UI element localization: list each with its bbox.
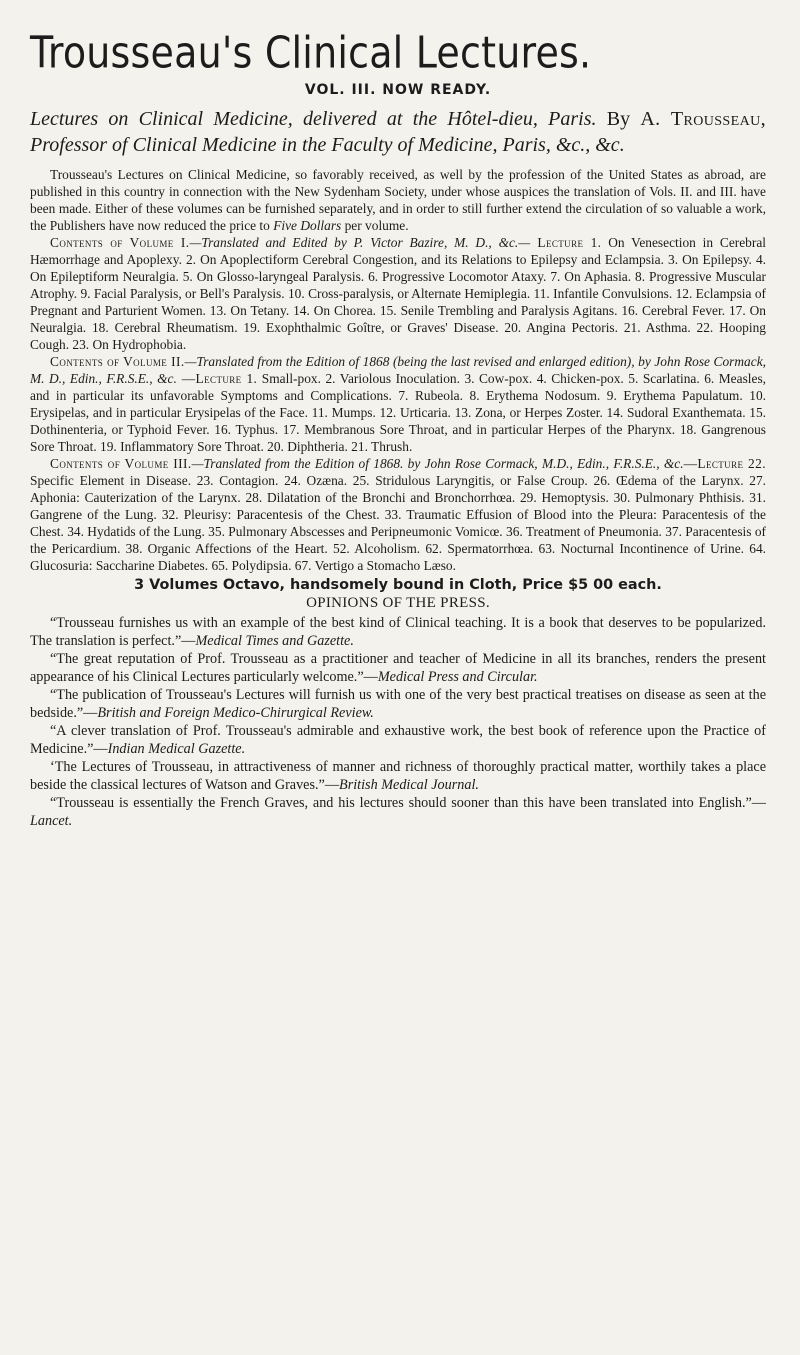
press-quote [30, 614, 766, 650]
press-quote [30, 686, 766, 722]
vol3-heading: Contents of Volume III. [50, 456, 192, 471]
volume-line: VOL. III. NOW READY. [304, 82, 492, 98]
quote-source: British Medical Journal. [339, 777, 479, 793]
quote-text: ‘The Lectures of Trousseau, in attractiveness of manner and richness of thoroughly practical matter, worthily takes a place beside the classical lectures of Watson and Graves.”— [30, 759, 766, 793]
volume-3-contents [30, 455, 766, 574]
vol3-credit: —Translated from the Edition of 1868. by John Rose Cormack, M.D., Edin., F.R.S.E., &c. [191, 456, 684, 471]
press-quote [30, 794, 766, 830]
quote-text: “The publication of Trousseau's Lectures will furnish us with one of the very best practical treatises on disease as seen at the bedside.”— [30, 687, 766, 721]
page-title: Trousseau's Clinical Lectures. [30, 27, 592, 78]
vol1-heading: Contents of Volume I. [50, 235, 190, 250]
volume-2-contents [30, 353, 766, 455]
quote-source: Indian Medical Gazette. [107, 741, 246, 757]
vol2-credit: —Translated from the Edition of 1868 (being the last revised and enlarged edition), by John Rose Cormack, M. D., Edin., F.R.S.E., &c. [30, 354, 766, 386]
quote-source: British and Foreign Medico-Chirurgical Review. [97, 705, 374, 721]
quote-text: “Trousseau is essentially the French Graves, and his lectures should sooner than this have been translated into English.”— [50, 795, 766, 811]
subtitle-author: A. Trousseau, [640, 108, 766, 130]
intro-end: per volume. [341, 218, 409, 233]
book-subtitle [30, 106, 766, 158]
vol2-lecture-label: —Lecture 1. [176, 371, 258, 386]
intro-price: Five Dollars [273, 218, 342, 233]
press-quote [30, 650, 766, 686]
quote-source: Medical Times and Gazette. [195, 633, 354, 649]
subtitle-part2: Professor of Clinical Medicine in the Faculty of Medicine, Paris, &c., &c. [30, 134, 625, 156]
vol1-credit: —Translated and Edited by P. Victor Bazire, M. D., &c.— [189, 235, 531, 250]
quote-text: “The great reputation of Prof. Trousseau as a practitioner and teacher of Medicine in all its branches, renders the present appearance of his Clinical Lectures particularly welcome.”— [30, 651, 766, 685]
opinions-heading: OPINIONS OF THE PRESS. [306, 595, 490, 611]
volume-1-contents [30, 234, 766, 353]
vol2-heading: Contents of Volume II. [50, 354, 185, 369]
quote-source: Medical Press and Circular. [377, 669, 538, 685]
quote-text: “Trousseau furnishes us with an example of the best kind of Clinical teaching. It is a book that deserves to be popularized. The translation is perfect.”— [30, 615, 766, 649]
vol1-text: On Venesection in Cerebral Hæmorrhage and Apoplexy. 2. On Apoplectiform Cerebral Congestion, and its Relations to Epilepsy and Eclampsia. 3. On Epilepsy. 4. On Epileptiform Neuralgia. 5. On Glosso-laryngeal Paralysis. 6. Progressive Locomotor Ataxy. 7. On Aphasia. 8. Progressive Muscular Atrophy. 9. Facial Paralysis, or Bell's Paralysis. 10. Cross-paralysis, or Alternate Hemiplegia. 11. Infantile Convulsions. 12. Eclampsia of Pregnant and Parturient Women. 13. On Tetany. 14. On Chorea. 15. Senile Trembling and Paralysis Agitans. 16. Cerebral Fever. 17. On Neuralgia. 18. Cerebral Rheumatism. 19. Exophthalmic Goître, or Graves' Disease. 20. Angina Pectoris. 21. Asthma. 22. Hooping Cough. 23. On Hydrophobia. [30, 235, 766, 352]
subtitle-by: By [596, 108, 631, 130]
vol3-text: Specific Element in Disease. 23. Contagion. 24. Ozæna. 25. Stridulous Laryngitis, or False Croup. 26. Œdema of the Larynx. 27. Aphonia: Cauterization of the Larynx. 28. Dilatation of the Bronchi and Bronchorrhœa. 29. Hemoptysis. 30. Pulmonary Phthisis. 31. Gangrene of the Lung. 32. Pleurisy: Paracentesis of the Chest. 33. Traumatic Effusion of Blood into the Pleura: Paracentesis of the Chest. 34. Hydatids of the Lung. 35. Pulmonary Abscesses and Peripneumonic Vomicœ. 36. Treatment of Pneumonia. 37. Paracentesis of the Pericardium. 38. Organic Affections of the Heart. 52. Alcoholism. 62. Spermatorrhœa. 63. Nocturnal Incontinence of Urine. 64. Glucosuria: Saccharine Diabetes. 65. Polydipsia. 67. Vertigo a Stomacho Læso. [30, 473, 766, 573]
vol1-lecture-label: Lecture 1. [530, 235, 602, 250]
price-line: 3 Volumes Octavo, handsomely bound in Cloth, Price $5 00 each. [134, 577, 662, 593]
intro-paragraph [30, 166, 766, 234]
subtitle-part1: Lectures on Clinical Medicine, delivered at the Hôtel-dieu, Paris. [30, 108, 597, 130]
quote-source: Lancet. [30, 813, 73, 829]
vol3-lecture-label: —Lecture 22. [683, 456, 766, 471]
vol2-text: Small-pox. 2. Variolous Inoculation. 3. Cow-pox. 4. Chicken-pox. 5. Scarlatina. 6. Measles, and in particular its unfavorable Symptoms and Complications. 7. Rubeola. 8. Erythema Nodosum. 9. Erythema Papulatum. 10. Erysipelas, and in particular Erysipelas of the Face. 11. Mumps. 12. Urticaria. 13. Zona, or Herpes Zoster. 14. Sudoral Exanthemata. 15. Dothinenteria, or Typhoid Fever. 16. Typhus. 17. Membranous Sore Throat, and in particular Herpes of the Pharynx. 18. Gangrenous Sore Throat. 19. Inflammatory Sore Throat. 20. Diphtheria. 21. Thrush. [30, 371, 767, 454]
intro-text: Trousseau's Lectures on Clinical Medicine, so favorably received, as well by the profession of the United States as abroad, are published in this country in connection with the New Sydenham Society, under whose auspices the translation of Vols. II. and III. have been made. Either of these volumes can be furnished separately, and in order to still further extend the circulation of so valuable a work, the Publishers have now reduced the price to [30, 167, 766, 233]
press-quote [30, 758, 766, 794]
press-quote [30, 722, 766, 758]
advertisement-page [30, 26, 766, 830]
quote-text: “A clever translation of Prof. Trousseau's admirable and exhaustive work, the best book of reference upon the Practice of Medicine.”— [30, 723, 766, 757]
